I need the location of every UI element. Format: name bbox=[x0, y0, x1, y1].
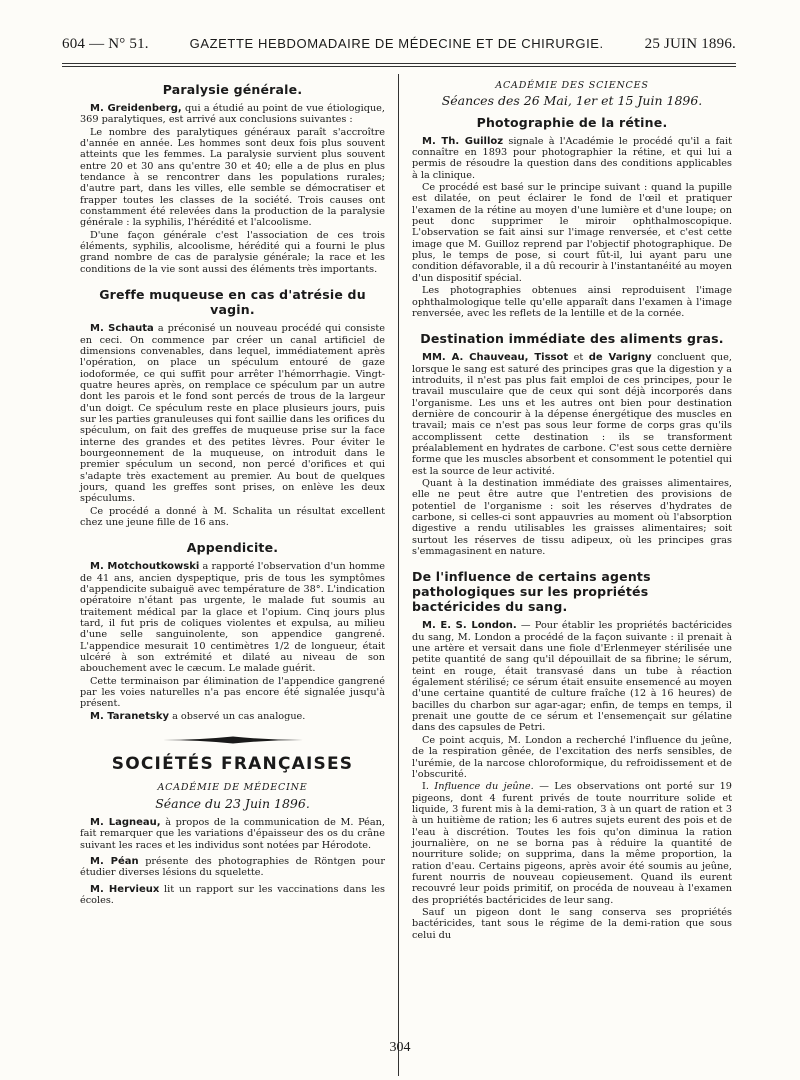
section-title: Paralysie générale. bbox=[162, 82, 303, 97]
author-name: M. Péan bbox=[90, 855, 139, 867]
paragraph: M. Motchoutkowski a rapporté l'observation d'un homme de 41 ans, ancien dyspeptique, pris de tous les symptômes d'appendicite subaiguë avec température de 38°. L'indication opératoire n'étant pas urgente, le malade fut soumis au traitement médical par la glace et l'opium. Cinq jours plus tard, il fut pris de coliques violentes et expulsa, au milieu d'une selle sanguinolente, son appendice gangrené. L'appendice mesurait 10 centimètres 1/2 de longueur, était ulcéré à son extrémité et dilaté au niveau de son abouchement avec le cæcum. Le malade guérit. bbox=[80, 561, 385, 675]
paragraph: Ce procédé a donné à M. Schalita un résultat excellent chez une jeune fille de 16 ans. bbox=[80, 505, 385, 528]
section-title: Greffe muqueuse en cas d'atrésie du vagin. bbox=[99, 287, 366, 318]
issue-number: N° 51. bbox=[108, 36, 149, 52]
author-name: M. Taranetsky bbox=[90, 710, 169, 722]
page-footer-number: 304 bbox=[389, 1040, 411, 1055]
author-name: M. Hervieux bbox=[90, 883, 160, 895]
paragraph: Le nombre des paralytiques généraux paraît s'accroître d'année en année. Les hommes sont deux fois plus souvent atteints que les femmes. La paralysie survient plus souvent entre 20 et 30 ans qu'entre 30 et 40; elle a de plus en plus tendance à se rencontrer dans les populations rurales; d'autre part, dans les villes, elle semble se démocratiser et frapper toutes les classes de la société. Trois causes ont constamment été relevées dans la production de la paralysie générale : la syphilis, l'hérédité et l'alcoolisme. bbox=[80, 126, 385, 229]
paragraph: M. Péan présente des photographies de Röntgen pour étudier diverses lésions du squelette. bbox=[80, 855, 386, 879]
paragraph: M. Schauta a préconisé un nouveau procédé qui consiste en ceci. On commence par créer un canal artificiel de dimensions convenables, dans lequel, immédiatement après l'opération, on place un spéculum entouré de gaze iodoformée, ce qui suffit pour arrêter l'hémorrhagie. Vingt-quatre heures après, on remplace ce spéculum par un autre dont les parois et le fond sont percés de trous de la largeur d'un doigt. Ce spéculum reste en place plusieurs jours, puis sur les parties granuleuses qui font saillie dans les orifices du spéculum, on fait des greffes de muqueuse prise sur la face interne des grandes et des petites lèvres. Pour éviter le bourgeonnement de la muqueuse, on introduit dans le premier spéculum un second, non percé d'orifices et qui s'adapte très exactement au premier. Au bout de quelques jours, quand les greffes sont prises, on enlève les deux spéculums. bbox=[80, 323, 385, 505]
header-rule-double bbox=[62, 66, 736, 67]
author-name: M. Th. Guilloz bbox=[422, 135, 504, 147]
paragraph: I. Influence du jeûne. — Les observations ont porté sur 19 pigeons, dont 4 furent privés de toute nourriture solide et liquide, 3 furent mis à la demi-ration, 3 à un quart de ration et 3 à un huitième de ration; les 6 autres sujets eurent des pois et de l'eau à discrétion. Toutes les fois qu'on diminua la ration journalière, on ne se borna pas à réduire la quantité de nourriture solide; on supprima, dans la même proportion, la ration d'eau. Certains pigeons, après avoir été soumis au jeûne, furent nourris de nouveau copieusement. Quand ils eurent recouvré leur poids primitif, on procéda de nouveau à l'examen des propriétés bactéricides de leur sang. bbox=[412, 781, 732, 906]
session-date: Séance du 23 Juin 1896. bbox=[155, 795, 310, 811]
academy-name: ACADÉMIE DES SCIENCES bbox=[495, 80, 649, 91]
header-rule bbox=[62, 63, 736, 64]
paragraph: M. Th. Guilloz signale à l'Académie le procédé qu'il a fait connaître en 1893 pour photographier la rétine, et qui lui a permis de résoudre la question dans des conditions applicables à la clinique. bbox=[412, 135, 732, 181]
author-name: M. Greidenberg, bbox=[90, 103, 182, 114]
journal-title: GAZETTE HEBDOMADAIRE DE MÉDECINE ET DE CHIRURGIE. bbox=[189, 36, 604, 51]
paragraph: MM. A. Chauveau, Tissot et de Varigny concluent que, lorsque le sang est saturé des principes gras que la digestion y a introduits, il n'est pas plus fait emploi de ces principes, pour le travail musculaire que de ceux qui sont déjà incorporés dans l'organisme. Les uns et les autres ont bien pour destination dernière de concourir à la dépense énergétique des muscles en travail; mais ce n'est pas sous leur forme de corps gras qu'ils accomplissent cette destination : ils se transforment préalablement en hydrates de carbone. C'est sous cette dernière forme que les muscles absorbent et consomment le potentiel qui est la source de leur activité. bbox=[412, 352, 732, 477]
section-title: Appendicite. bbox=[186, 540, 279, 556]
author-name: M. Schauta bbox=[90, 323, 154, 335]
paragraph: M. Taranetsky a observé un cas analogue. bbox=[90, 710, 306, 722]
column-divider bbox=[398, 74, 399, 1076]
paragraph: M. Greidenberg, qui a étudié au point de vue étiologique, 369 paralytiques, est arrivé aux conclusions suivantes : bbox=[80, 103, 385, 126]
section-title: De l'influence de certains agents pathologiques sur les propriétés bactéricides du sang. bbox=[412, 569, 651, 615]
author-name: M. Motchoutkowski bbox=[90, 561, 200, 573]
section-title: Photographie de la rétine. bbox=[476, 114, 668, 130]
session-date: Séances des 26 Mai, 1er et 15 Juin 1896. bbox=[441, 93, 703, 109]
paragraph: M. Lagneau, à propos de la communication de M. Péan, fait remarquer que les variations d'épaisseur des os du crâne suivant les races et les individus sont notées par Hérodote. bbox=[80, 816, 386, 851]
header-left: 604 — N° 51. bbox=[62, 36, 149, 52]
paragraph: Ce procédé est basé sur le principe suivant : quand la pupille est dilatée, on peut éclairer le fond de l'œil et pratiquer l'examen de la rétine au moyen d'une lumière et d'une loupe; on peut donc supprimer le miroir ophthalmoscopique. L'observation se fait ainsi sur l'image renversée, et c'est cette image que M. Guilloz reprend par l'objectif photographique. De plus, le temps de pose, si court fût-il, lui ayant paru une condition défavorable, il a dû recourir à l'instantanéité au moyen d'un dispositif spécial. bbox=[412, 182, 732, 284]
paragraph: Les photographies obtenues ainsi reproduisent l'image ophthalmologique telle qu'elle apparaît dans l'examen à l'image renversée, avec les reflets de la lentille et de la cornée. bbox=[412, 285, 732, 319]
part-title: SOCIÉTÉS FRANÇAISES bbox=[111, 754, 354, 775]
author-name: M. Lagneau, bbox=[90, 816, 161, 828]
paragraph: M. E. S. London. — Pour établir les propriétés bactéricides du sang, M. London a procédé de la façon suivante : il prenait à une artère et versait dans une fiole d'Erlenmeyer stérilisée une petite quantité de sang qu'il dépouillait de sa fibrine; le sérum, teint en rouge, était transvasé dans un tube à réaction également stérilisé; ce sérum était ensuite ensemencé au moyen d'une certaine quantité de culture fraîche (12 à 16 heures) de bacilles du charbon sur agar-agar; enfin, de temps en temps, il prenait une goutte de ce sérum et l'ensemençait sur gélatine dans des capsules de Petri. bbox=[412, 620, 732, 734]
paragraph: M. Hervieux lit un rapport sur les vaccinations dans les écoles. bbox=[80, 883, 385, 906]
author-name: de Varigny bbox=[588, 352, 652, 364]
separator-ornament bbox=[163, 736, 303, 744]
author-name: MM. A. Chauveau, Tissot bbox=[422, 352, 569, 364]
academy-name: ACADÉMIE DE MÉDECINE bbox=[157, 782, 308, 794]
paragraph: Sauf un pigeon dont le sang conserva ses propriétés bactéricides, tant sous le régime de la demi-ration que sous celui du bbox=[412, 906, 732, 941]
page-number: 604 bbox=[62, 36, 86, 52]
running-header bbox=[62, 36, 736, 62]
subheading: Influence du jeûne. bbox=[434, 781, 534, 793]
author-name: M. E. S. London. bbox=[422, 620, 517, 632]
paragraph: Quant à la destination immédiate des graisses alimentaires, elle ne peut être autre que l'entretien des provisions de potentiel de l'organisme : soit les réserves d'hydrates de carbone, si celles-ci sont appauvries au moment où l'absorption digestive a rendu utilisables les graisses alimentaires; soit surtout les réserves de tissu adipeux, où les principes gras s'emmagasinent en nature. bbox=[412, 477, 732, 558]
right-column bbox=[412, 76, 732, 942]
paragraph: Ce point acquis, M. London a recherché l'influence du jeûne, de la respiration gênée, de l'excitation des nerfs sensibles, de l'urémie, de la narcose chloroformique, du refroidissement et de l'obscurité. bbox=[412, 734, 732, 780]
ornamental-separator bbox=[80, 736, 385, 744]
section-title: Destination immédiate des aliments gras. bbox=[420, 331, 724, 347]
paragraph: Cette terminaison par élimination de l'appendice gangrené par les voies naturelles n'a pas encore été signalée jusqu'à présent. bbox=[80, 675, 385, 710]
left-column bbox=[80, 76, 385, 907]
issue-date: 25 JUIN 1896. bbox=[644, 36, 736, 52]
paragraph: D'une façon générale c'est l'association de ces trois éléments, syphilis, alcoolisme, hérédité qui a fourni le plus grand nombre de cas de paralysie générale; la race et les conditions de la vie sont aussi des éléments très importants. bbox=[80, 229, 385, 275]
